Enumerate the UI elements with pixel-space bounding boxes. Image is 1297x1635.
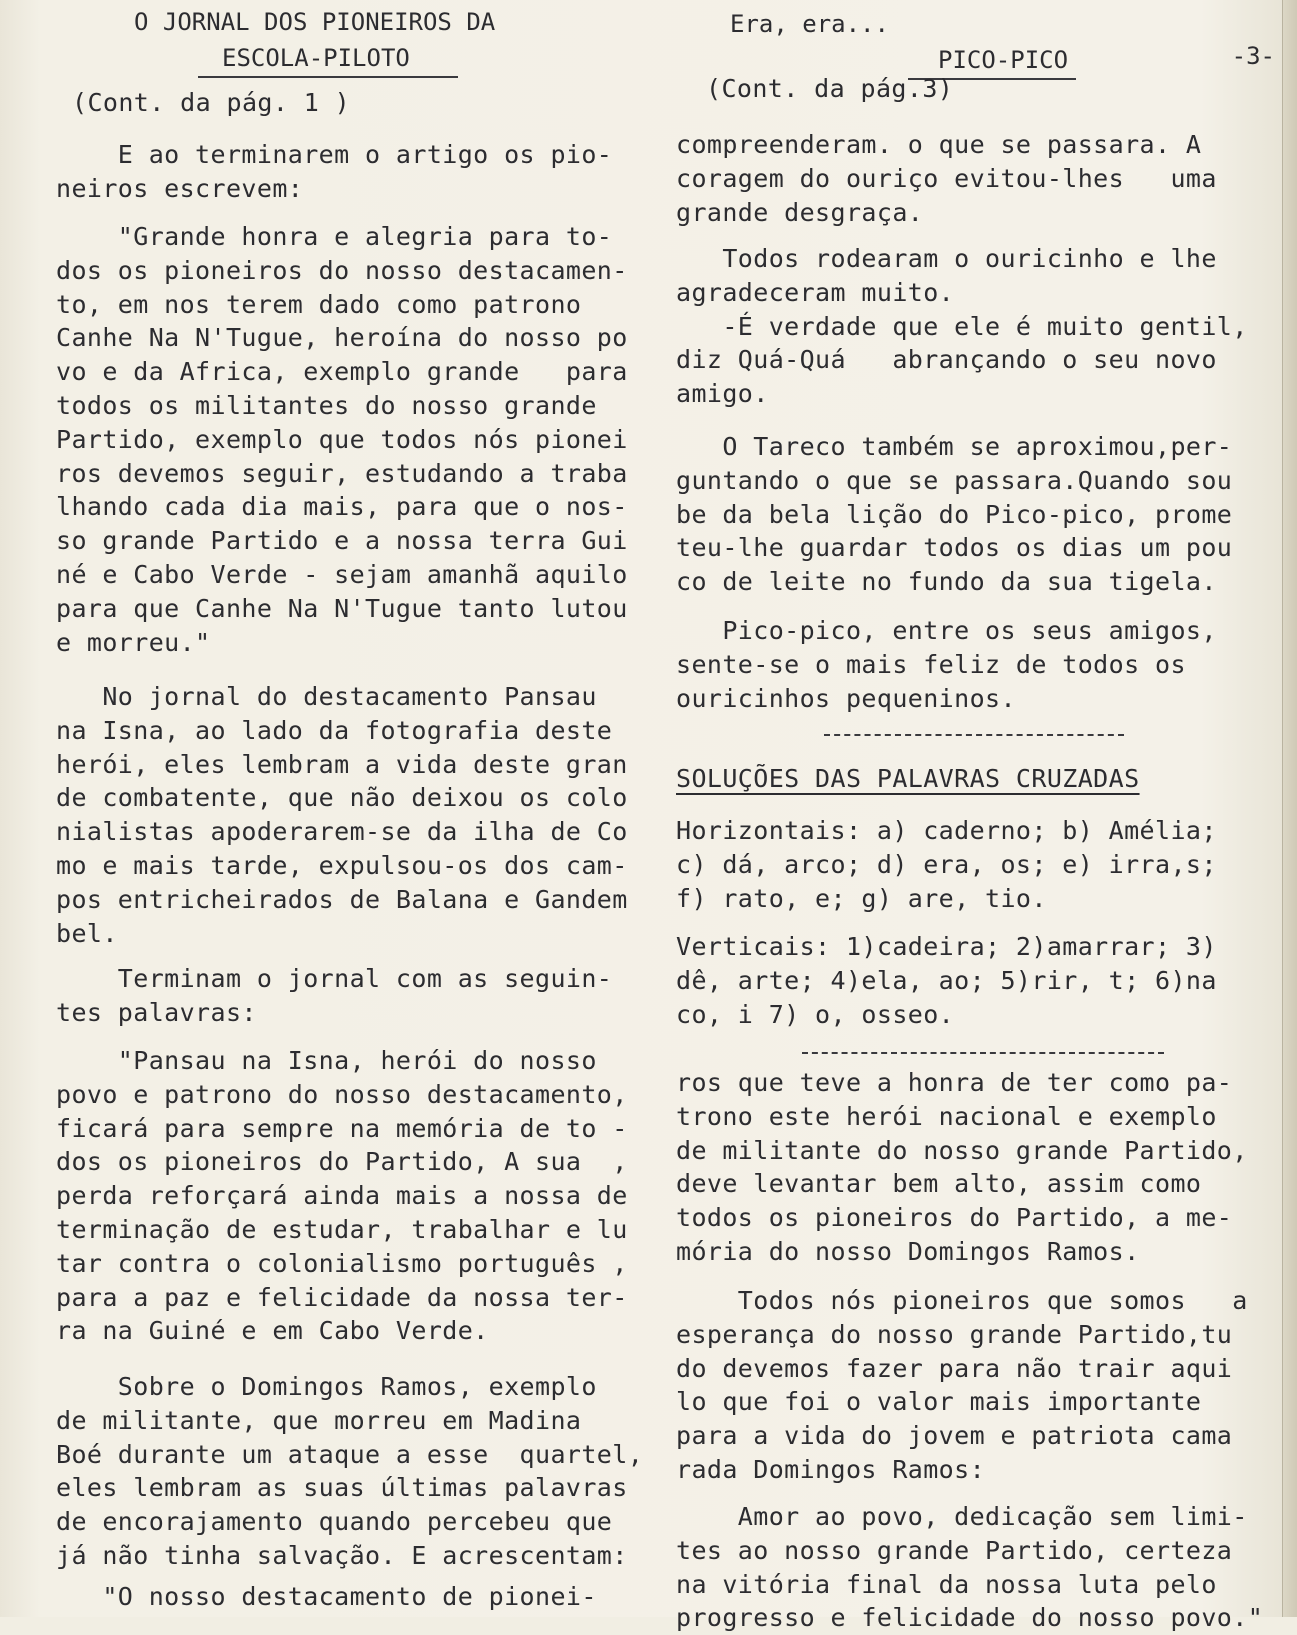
text-line: sente-se o mais feliz de todos os	[676, 649, 1186, 679]
masthead-line-1: O JORNAL DOS PIONEIROS DA	[134, 8, 496, 36]
text-line: Boé durante um ataque a esse quartel,	[56, 1439, 644, 1469]
right-para-7	[676, 1500, 1276, 1635]
text-line: todos os pioneiros do Partido, a me-	[676, 1203, 1233, 1233]
text-line: grande desgraça.	[676, 197, 924, 227]
text-line: vo e da Africa, exemplo grande para	[56, 357, 628, 387]
story-title-text: PICO-PICO	[938, 46, 1069, 74]
text-line: para a vida do jovem e patriota cama	[676, 1421, 1233, 1451]
text-line: ra na Guiné e em Cabo Verde.	[56, 1316, 489, 1346]
text-line: terminação de estudar, trabalhar e lu	[56, 1214, 628, 1244]
solutions-verticais	[676, 930, 1276, 1031]
text-line: progresso e felicidade do nosso povo."	[676, 1603, 1264, 1633]
text-line: dê, arte; 4)ela, ao; 5)rir, t; 6)na	[676, 965, 1217, 995]
solutions-title	[676, 762, 1276, 796]
text-line: so grande Partido e a nossa terra Gui	[56, 526, 628, 556]
text-line: ros devemos seguir, estudando a traba	[56, 458, 628, 488]
text-line: herói, eles lembram a vida deste gran	[56, 749, 628, 779]
text-line: Todos nós pioneiros que somos a	[676, 1286, 1248, 1315]
text-line: teu-lhe guardar todos os dias um pou	[676, 533, 1233, 563]
right-para-5	[676, 1066, 1276, 1269]
text-line: to, em nos terem dado como patrono	[56, 289, 582, 319]
text-line: Pico-pico, entre os seus amigos,	[676, 616, 1217, 645]
text-line: dos os pioneiros do Partido, A sua ,	[56, 1147, 628, 1177]
right-cont-label	[706, 72, 1276, 106]
era-line	[730, 6, 1276, 42]
page-number: -3-	[1231, 42, 1275, 70]
text-line: pos entricheirados de Balana e Gandem	[56, 884, 628, 914]
text-line: lo que foi o valor mais importante	[676, 1387, 1202, 1417]
text-line: Sobre o Domingos Ramos, exemplo	[56, 1372, 597, 1401]
era-line-text: Era, era...	[730, 10, 889, 38]
text-line: Canhe Na N'Tugue, heroína do nosso po	[56, 323, 628, 353]
text-line: para que Canhe Na N'Tugue tanto lutou	[56, 593, 628, 623]
text-line: né e Cabo Verde - sejam amanhã aquilo	[56, 559, 628, 589]
right-para-3	[676, 430, 1276, 599]
text-line: ficará para sempre na memória de to -	[56, 1113, 628, 1143]
section-divider	[824, 734, 1124, 736]
left-para-7	[56, 1580, 661, 1614]
text-line: be da bela lição do Pico-pico, prome	[676, 499, 1233, 529]
text-line: tes ao nosso grande Partido, certeza	[676, 1535, 1233, 1565]
text-line: neiros escrevem:	[56, 173, 304, 203]
right-para-6	[676, 1284, 1276, 1487]
right-para-2	[676, 242, 1276, 411]
left-para-4	[56, 962, 661, 1030]
cont-label-text: (Cont. da pág. 1 )	[72, 88, 351, 117]
text-line: dos os pioneiros do nosso destacamen-	[56, 255, 628, 285]
left-para-6	[56, 1370, 661, 1573]
text-line: Todos rodearam o ouricinho e lhe	[676, 244, 1217, 273]
text-line: todos os militantes do nosso grande	[56, 390, 597, 420]
page-edge	[1282, 0, 1297, 1617]
masthead-line-2: ESCOLA-PILOTO	[222, 44, 410, 72]
text-line: do devemos fazer para não trair aqui	[676, 1353, 1233, 1383]
text-line: "Grande honra e alegria para to-	[56, 222, 613, 251]
text-line: mória do nosso Domingos Ramos.	[676, 1236, 1140, 1266]
text-line: já não tinha salvação. E acrescentam:	[56, 1540, 628, 1570]
text-line: Partido, exemplo que todos nós pionei	[56, 424, 628, 454]
text-line: de encorajamento quando percebeu que	[56, 1507, 613, 1537]
masthead-underline	[198, 76, 458, 78]
text-line: e morreu."	[56, 627, 211, 657]
text-line: E ao terminarem o artigo os pio-	[56, 140, 613, 169]
text-line: ouricinhos pequeninos.	[676, 683, 1016, 713]
text-line: povo e patrono do nosso destacamento,	[56, 1079, 628, 1109]
text-line: mo e mais tarde, expulsou-os dos cam-	[56, 850, 628, 880]
text-line: de militante do nosso grande Partido,	[676, 1135, 1248, 1165]
text-line: para a paz e felicidade da nossa ter-	[56, 1282, 628, 1312]
text-line: ros que teve a honra de ter como pa-	[676, 1068, 1233, 1097]
text-line: agradeceram muito.	[676, 277, 955, 307]
left-cont-label	[72, 86, 661, 120]
text-line: -É verdade que ele é muito gentil,	[676, 311, 1248, 341]
left-para-5	[56, 1044, 661, 1348]
text-line: c) dá, arco; d) era, os; e) irra,s;	[676, 849, 1217, 879]
text-line: tes palavras:	[56, 997, 257, 1027]
text-line: de combatente, que não deixou os colo	[56, 783, 628, 813]
text-line: co, i 7) o, osseo.	[676, 999, 955, 1029]
left-para-3	[56, 680, 661, 950]
text-line: na vitória final da nossa luta pelo	[676, 1569, 1217, 1599]
text-line: eles lembram as suas últimas palavras	[56, 1473, 628, 1503]
text-line: amigo.	[676, 379, 769, 409]
text-line: guntando o que se passara.Quando sou	[676, 465, 1233, 495]
text-line: tar contra o colonialismo português ,	[56, 1248, 628, 1278]
text-line: O Tareco também se aproximou,per-	[676, 432, 1233, 461]
cont-label-text: (Cont. da pág.3)	[706, 74, 954, 103]
text-line: Verticais: 1)cadeira; 2)amarrar; 3)	[676, 932, 1217, 961]
text-line: compreenderam. o que se passara. A	[676, 130, 1202, 159]
masthead	[134, 4, 661, 76]
right-para-1	[676, 128, 1276, 229]
text-line: esperança do nosso grande Partido,tu	[676, 1319, 1233, 1349]
section-divider	[802, 1052, 1164, 1054]
solutions-title-text: SOLUÇÕES DAS PALAVRAS CRUZADAS	[676, 764, 1140, 793]
text-line: na Isna, ao lado da fotografia deste	[56, 715, 613, 745]
left-para-2	[56, 220, 661, 659]
text-line: lhando cada dia mais, para que o nos-	[56, 492, 628, 522]
text-line: f) rato, e; g) are, tio.	[676, 883, 1047, 913]
text-line: diz Quá-Quá abrançando o seu novo	[676, 345, 1217, 375]
text-line: bel.	[56, 918, 118, 948]
solutions-horizontais	[676, 814, 1276, 915]
text-line: perda reforçará ainda mais a nossa de	[56, 1181, 628, 1211]
text-line: "Pansau na Isna, herói do nosso	[56, 1046, 597, 1075]
text-line: deve levantar bem alto, assim como	[676, 1169, 1202, 1199]
text-line: Terminam o jornal com as seguin-	[56, 964, 613, 993]
left-para-1	[56, 138, 661, 206]
right-para-4	[676, 614, 1276, 715]
text-line: "O nosso destacamento de pionei-	[56, 1582, 597, 1611]
text-line: de militante, que morreu em Madina	[56, 1405, 582, 1435]
text-line: trono este herói nacional e exemplo	[676, 1101, 1217, 1131]
text-line: Amor ao povo, dedicação sem limi-	[676, 1502, 1248, 1531]
text-line: rada Domingos Ramos:	[676, 1454, 986, 1484]
text-line: No jornal do destacamento Pansau	[56, 682, 597, 711]
text-line: coragem do ouriço evitou-lhes uma	[676, 163, 1217, 193]
text-line: Horizontais: a) caderno; b) Amélia;	[676, 816, 1217, 845]
text-line: nialistas apoderarem-se da ilha de Co	[56, 817, 628, 847]
text-line: co de leite no fundo da sua tigela.	[676, 567, 1217, 597]
